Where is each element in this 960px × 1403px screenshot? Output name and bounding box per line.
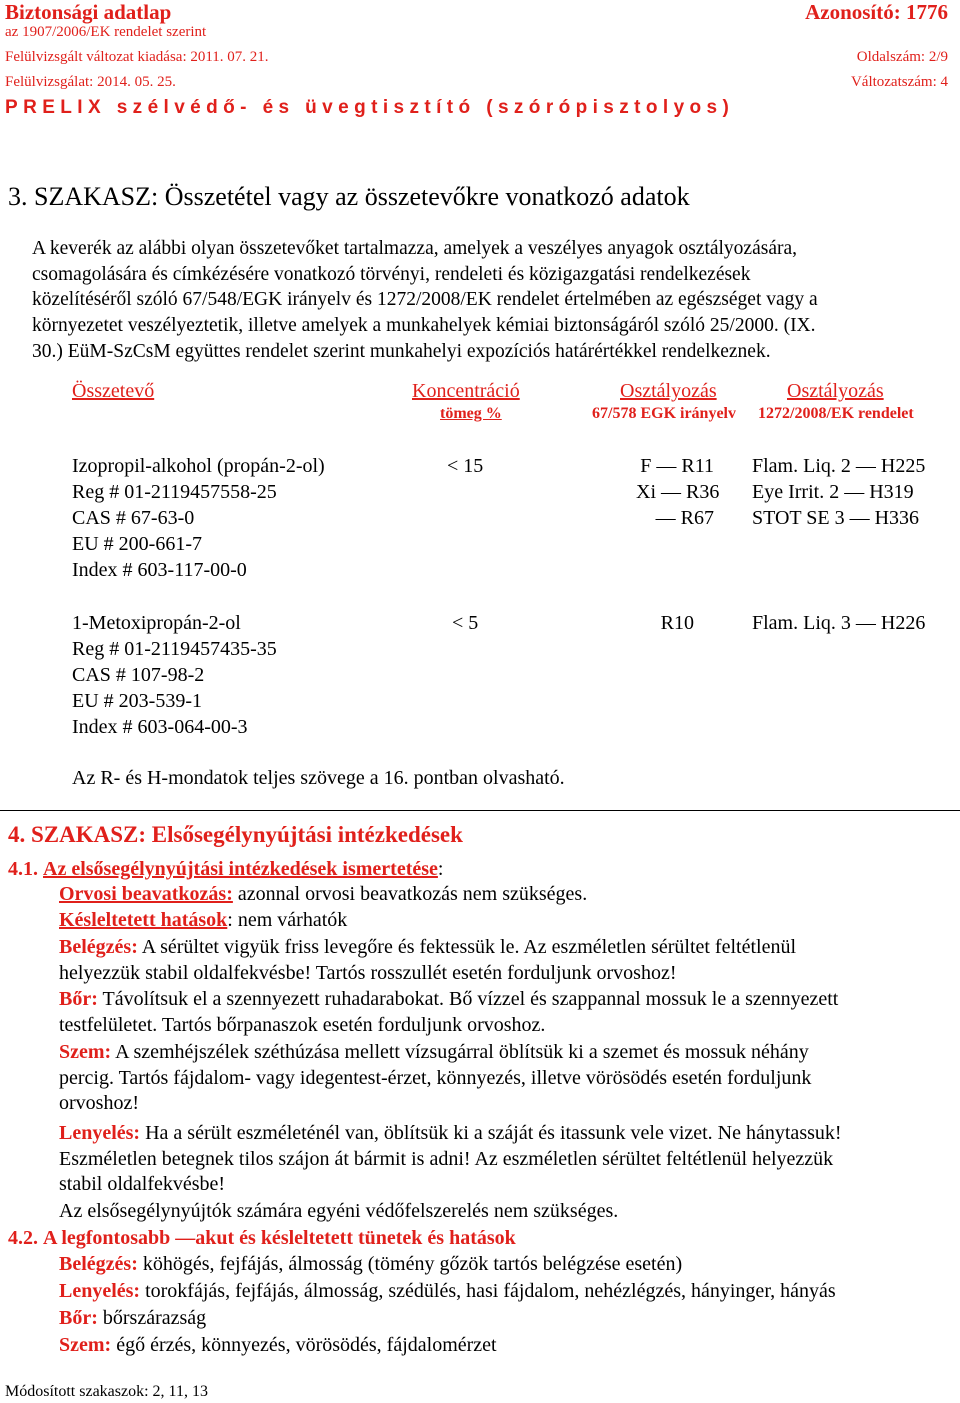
subsection-title: Az elsősegélynyújtási intézkedések ismertetése bbox=[43, 858, 438, 880]
inhalation-text: A sérültet vigyük friss levegőre és fektessük le. Az eszméletlen sérültet feltétlenül bbox=[141, 936, 797, 958]
subsection-title: A legfontosabb —akut és késleltetett tünetek és hatások bbox=[43, 1227, 516, 1249]
inhalation-label: Belégzés: bbox=[59, 936, 138, 958]
header-concentration-unit: tömeg % bbox=[440, 405, 502, 422]
delayed-text: : nem várhatók bbox=[227, 909, 348, 931]
section-4-title: 4. SZAKASZ: Elsősegélynyújtási intézkedések bbox=[8, 822, 463, 847]
clp-line: Flam. Liq. 3 — H226 bbox=[752, 612, 926, 634]
clp-line: Flam. Liq. 2 — H225 bbox=[752, 455, 926, 477]
component-eu: EU # 203-539-1 bbox=[72, 690, 202, 712]
dsd-line: F — R11 bbox=[640, 455, 714, 477]
symptom-inhalation-text: köhögés, fejfájás, álmosság (tömény gőzök tartós belégzése esetén) bbox=[142, 1253, 683, 1275]
header-concentration: Koncentráció bbox=[412, 380, 520, 402]
clp-line: Eye Irrit. 2 — H319 bbox=[752, 481, 914, 503]
ppe-note: Az elsősegélynyújtók számára egyéni védőfelszerelés nem szükséges. bbox=[59, 1200, 619, 1222]
dsd-line: — R67 bbox=[655, 507, 714, 529]
skin-text: Távolítsuk el a szennyezett ruhadarabokat. Bő vízzel és szappannal mossuk le a szennyezett bbox=[102, 988, 839, 1010]
skin-first-aid bbox=[59, 987, 957, 1038]
skin-label: Bőr: bbox=[59, 988, 98, 1010]
component-dsd-classification bbox=[636, 610, 694, 636]
delayed-effects bbox=[59, 909, 347, 932]
component-reg: Reg # 01-2119457558-25 bbox=[72, 481, 277, 503]
medical-label: Orvosi beavatkozás: bbox=[59, 883, 233, 905]
component-clp-classification bbox=[752, 610, 925, 636]
section-divider bbox=[0, 810, 960, 811]
header-classification-clp-sub: 1272/2008/EK rendelet bbox=[758, 405, 914, 422]
symptom-skin-label: Bőr: bbox=[59, 1307, 98, 1329]
symptom-ingestion bbox=[59, 1280, 836, 1303]
component-clp-classification bbox=[752, 453, 925, 531]
section-3-intro bbox=[32, 236, 957, 365]
header-classification-clp: Osztályozás bbox=[787, 380, 884, 402]
eye-label: Szem: bbox=[59, 1041, 112, 1063]
symptom-inhalation-label: Belégzés: bbox=[59, 1253, 138, 1275]
section-3-title: 3. SZAKASZ: Összetétel vagy az összetevőkre vonatkozó adatok bbox=[8, 182, 690, 211]
symptom-skin-text: bőrszárazság bbox=[102, 1307, 207, 1329]
intro-line: csomagolására és címkézésére vonatkozó törvényi, rendeleti és közigazgatási rendelkezések bbox=[32, 263, 751, 285]
inhalation-line bbox=[59, 935, 957, 961]
symptom-inhalation bbox=[59, 1253, 682, 1276]
clp-line: STOT SE 3 — H336 bbox=[752, 507, 920, 529]
r-h-phrases-note: Az R- és H-mondatok teljes szövege a 16. pontban olvasható. bbox=[72, 767, 565, 789]
inhalation-first-aid bbox=[59, 935, 957, 986]
eye-first-aid bbox=[59, 1040, 957, 1117]
version-number: Változatszám: 4 bbox=[850, 74, 948, 90]
medical-text: azonnal orvosi beavatkozás nem szükséges. bbox=[237, 883, 588, 905]
component-dsd-classification bbox=[636, 453, 720, 531]
component-row bbox=[72, 610, 277, 740]
component-concentration: < 15 bbox=[447, 455, 484, 477]
component-name: 1-Metoxipropán-2-ol bbox=[72, 612, 241, 634]
symptom-skin bbox=[59, 1307, 206, 1330]
dsd-line: R10 bbox=[660, 612, 694, 634]
revision-date: Felülvizsgálat: 2014. 05. 25. bbox=[5, 74, 176, 90]
header-classification-dsd-sub: 67/578 EGK irányelv bbox=[592, 405, 736, 422]
component-concentration: < 5 bbox=[452, 612, 479, 634]
page-number: Oldalszám: 2/9 bbox=[856, 49, 948, 65]
ingestion-label: Lenyelés: bbox=[59, 1122, 141, 1144]
component-row bbox=[72, 453, 325, 583]
symptom-eye bbox=[59, 1334, 497, 1357]
subsection-number: 4.1. bbox=[8, 858, 38, 880]
header-classification-dsd: Osztályozás bbox=[620, 380, 717, 402]
revision-issue: Felülvizsgált változat kiadása: 2011. 07. 21. bbox=[5, 49, 269, 65]
component-index: Index # 603-117-00-0 bbox=[72, 559, 247, 581]
document-title: Biztonsági adatlap bbox=[5, 0, 172, 24]
component-index: Index # 603-064-00-3 bbox=[72, 716, 248, 738]
component-cas: CAS # 107-98-2 bbox=[72, 664, 205, 686]
symptom-ingestion-text: torokfájás, fejfájás, álmosság, szédülés, hasi fájdalom, nehézlégzés, hányinger, hányás bbox=[145, 1280, 836, 1302]
symptom-ingestion-label: Lenyelés: bbox=[59, 1280, 141, 1302]
symptom-eye-label: Szem: bbox=[59, 1334, 112, 1356]
component-reg: Reg # 01-2119457435-35 bbox=[72, 638, 277, 660]
ingestion-line: Eszméletlen betegnek tilos szájon át bármit is adni! Az eszméletlen sérültet feltétlenül helyezzük bbox=[59, 1147, 834, 1170]
eye-line: percig. Tartós fájdalom- vagy idegentest-érzet, könnyezés, illetve vörösödés esetén forduljunk bbox=[59, 1066, 812, 1089]
eye-line: orvoshoz! bbox=[59, 1092, 139, 1114]
eye-line bbox=[59, 1040, 957, 1066]
inhalation-line: helyezzük stabil oldalfekvésbe! Tartós rosszullét esetén forduljunk orvoshoz! bbox=[59, 961, 677, 984]
product-name: PRELIX szélvédő- és üvegtisztító (szórópisztolyos) bbox=[5, 97, 735, 118]
intro-line: 30.) EüM-SzCsM együttes rendelet szerint munkahelyi expozíciós határértékkel rendelkeznek. bbox=[32, 340, 771, 362]
modified-sections: Módosított szakaszok: 2, 11, 13 bbox=[5, 1383, 208, 1400]
regulation-reference: az 1907/2006/EK rendelet szerint bbox=[5, 24, 207, 40]
ingestion-text: Ha a sérült eszméleténél van, öblítsük ki a száját és itassunk vele vizet. Ne hánytassuk! bbox=[145, 1122, 842, 1144]
eye-text: A szemhéjszélek széthúzása mellett vízsugárral öblítsük ki a szemet és mossuk néhány bbox=[115, 1041, 809, 1063]
symptom-eye-text: égő érzés, könnyezés, vörösödés, fájdalomérzet bbox=[116, 1334, 497, 1356]
intro-line: A keverék az alábbi olyan összetevőket tartalmazza, amelyek a veszélyes anyagok osztályozására, bbox=[32, 238, 798, 259]
skin-line bbox=[59, 987, 957, 1013]
header-component: Összetevő bbox=[72, 380, 155, 402]
intro-line: közelítéséről szóló 67/548/EGK irányelv és 1272/2008/EK rendelet értelmében az egészséget vagy a bbox=[32, 289, 818, 311]
ingestion-line: stabil oldalfekvésbe! bbox=[59, 1173, 226, 1195]
subsection-colon: : bbox=[437, 858, 444, 880]
component-eu: EU # 200-661-7 bbox=[72, 533, 202, 555]
intro-line: környezetet veszélyeztetik, illetve amelyek a munkahelyek kémiai biztonságáról szóló 25/2000. (IX. bbox=[32, 315, 816, 337]
ingestion-first-aid bbox=[59, 1121, 957, 1198]
component-cas: CAS # 67-63-0 bbox=[72, 507, 195, 529]
subsection-4-2-heading bbox=[8, 1227, 516, 1250]
component-name: Izopropil-alkohol (propán-2-ol) bbox=[72, 455, 325, 477]
ingestion-line bbox=[59, 1121, 957, 1147]
medical-advice bbox=[59, 883, 587, 906]
delayed-label: Késleltetett hatások bbox=[59, 909, 228, 931]
document-identifier: Azonosító: 1776 bbox=[805, 0, 948, 24]
dsd-line: Xi — R36 bbox=[636, 481, 720, 503]
skin-line: testfelületet. Tartós bőrpanaszok esetén forduljunk orvoshoz. bbox=[59, 1013, 546, 1036]
subsection-number: 4.2. bbox=[8, 1227, 38, 1249]
subsection-4-1-heading bbox=[8, 858, 443, 881]
